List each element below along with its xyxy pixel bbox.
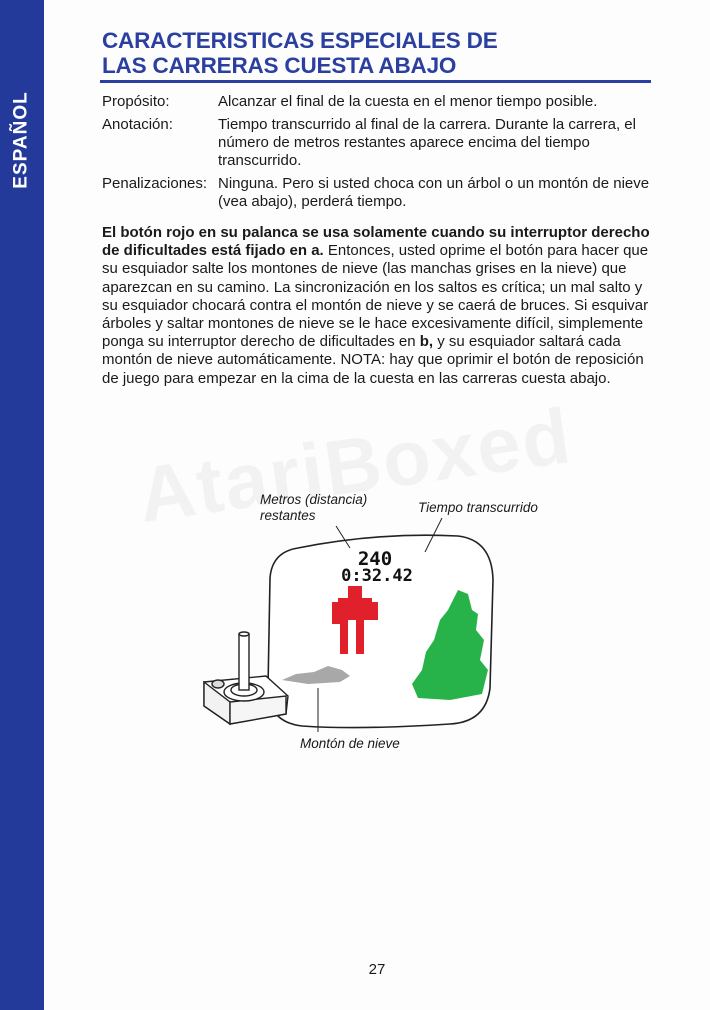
body-text-1: Entonces, usted oprime el botón para hacer que su esquiador salte los montones de nieve (las manchas grises en la nieve) que aparezcan en su camino. La sincronización en los saltos es crítica; un mal salto y su esquiador chocará contra el montón de nieve y se caerá de bruces. Si esquivar árboles y saltar montones de nieve se le hace excesivamente difícil, simplemente ponga su interruptor derecho de dificultades en: [102, 242, 649, 351]
sidebar: [0, 0, 44, 1010]
title-line-1: CARACTERISTICAS ESPECIALES DE: [102, 28, 498, 53]
definition-row-purpose: [102, 93, 657, 111]
definition-text: Ninguna. Pero si usted choca con un árbol o un montón de nieve (vea abajo), perderá tiempo.: [218, 175, 650, 210]
definition-term: Propósito:: [102, 93, 170, 110]
body-text-2: y su esquiador saltará cada montón de nieve automáticamente. NOTA: hay que oprimir el botón de reposición de juego para empezar en la cima de la cuesta en las carreras cuesta abajo.: [102, 333, 644, 387]
page-title: [102, 28, 662, 78]
distance-label-line-1: Metros (distancia): [260, 492, 368, 507]
screen-time: 0:32.42: [341, 566, 413, 586]
game-illustration: [190, 470, 590, 760]
definition-list: [102, 93, 657, 216]
definition-text: Tiempo transcurrido al final de la carrera. Durante la carrera, el número de metros restantes aparece encima del tiempo transcurrido.: [218, 116, 636, 169]
body-paragraph: [102, 224, 657, 388]
language-label: ESPAÑOL: [11, 90, 32, 189]
language-tab: [0, 82, 44, 197]
mound-label: Montón de nieve: [300, 736, 400, 751]
screen-distance: 240: [357, 548, 393, 570]
distance-label: [260, 492, 367, 524]
time-label: Tiempo transcurrido: [418, 500, 538, 515]
definition-row-scoring: [102, 116, 657, 170]
distance-label-line-2: restantes: [260, 508, 316, 523]
bold-intro: El botón rojo en su palanca se usa solamente cuando su interruptor derecho de dificultades está fijado en a.: [102, 224, 650, 260]
page-number: 27: [368, 961, 386, 978]
definition-term: Penalizaciones:: [102, 175, 208, 192]
definition-term: Anotación:: [102, 116, 173, 133]
title-line-2: LAS CARRERAS CUESTA ABAJO: [102, 53, 457, 78]
bold-setting-b: b,: [419, 333, 434, 351]
title-divider: [100, 80, 651, 83]
definition-text: Alcanzar el final de la cuesta en el menor tiempo posible.: [218, 93, 598, 110]
definition-row-penalties: [102, 175, 657, 211]
